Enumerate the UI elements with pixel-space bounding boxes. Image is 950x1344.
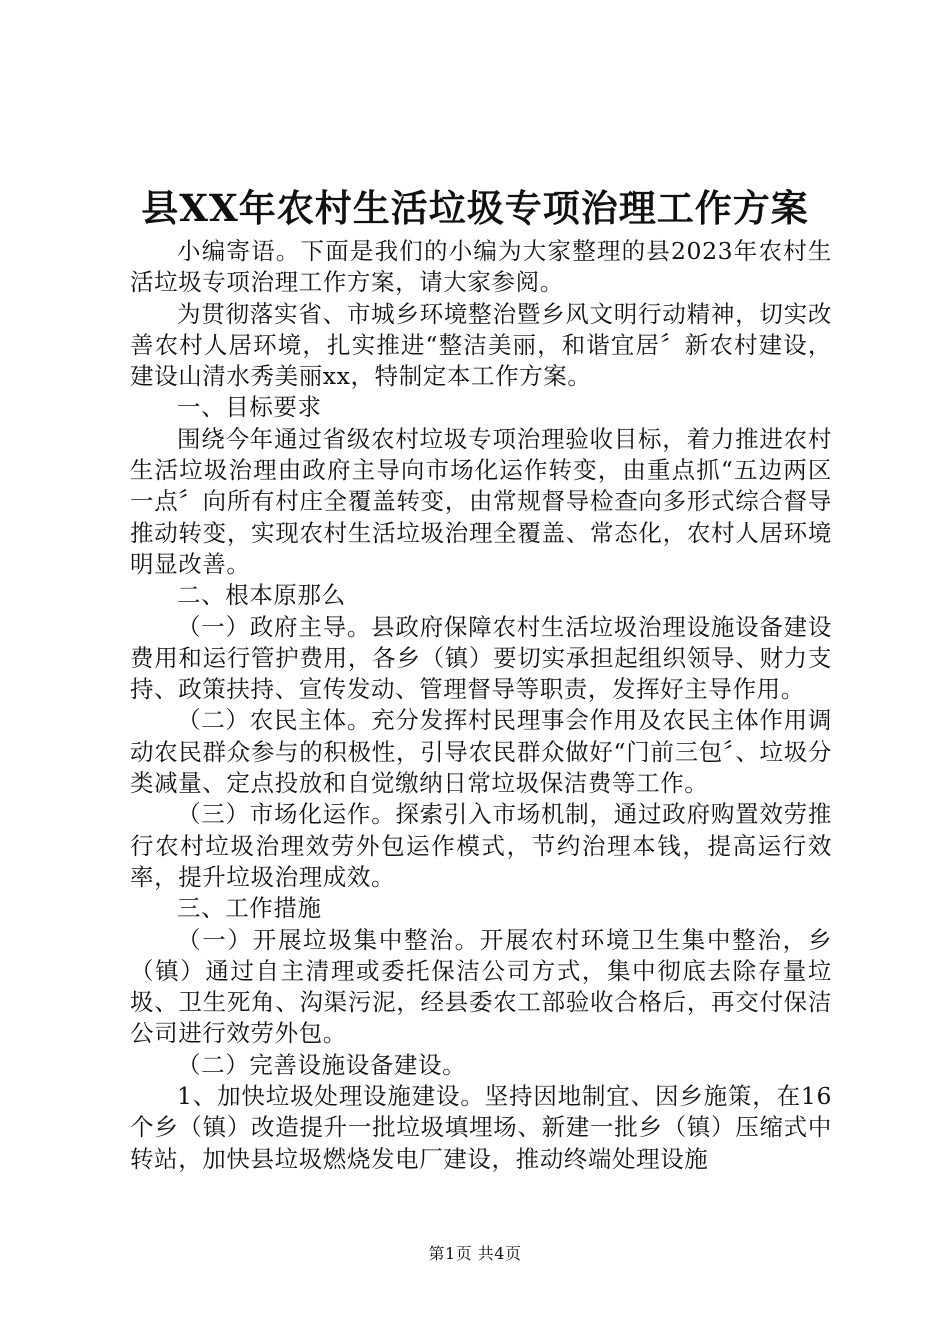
document-body [130,236,832,1175]
section-heading-principles: 二、根本原那么 [177,581,346,610]
document-title: 县XX年农村生活垃圾专项治理工作方案 [141,186,809,230]
paragraph-measure-facilities: 1、加快垃圾处理设施建设。坚持因地制宜、因乡施策，在16个乡（镇）改造提升一批垃圾填埋场、新建一批乡（镇）压缩式中转站，加快县垃圾燃烧发电厂建设，推动终端处理设施 [130,1082,832,1173]
paragraph-goals: 围绕今年通过省级农村垃圾专项治理验收目标，着力推进农村生活垃圾治理由政府主导向市场化运作转变，由重点抓“五边两区一点〞向所有村庄全覆盖转变，由常规督导检查向多形式综合督导推动转变，实现农村生活垃圾治理全覆盖、常态化，农村人居环境明显改善。 [130,424,832,578]
page-footer: 第1页 共4页 [428,1244,522,1263]
paragraph-principle-farmers: （二）农民主体。充分发挥村民理事会作用及农民主体作用调动农民群众参与的积极性，引导农民群众做好“门前三包〞、垃圾分类减量、定点投放和自觉缴纳日常垃圾保洁费等工作。 [130,706,832,798]
subsection-heading-facilities: （二）完善设施设备建设。 [177,1050,467,1079]
section-heading-goals: 一、目标要求 [177,393,322,422]
section-heading-measures: 三、工作措施 [177,894,322,923]
paragraph-intro: 小编寄语。下面是我们的小编为大家整理的县2023年农村生活垃圾专项治理工作方案，请大家参阅。 [130,237,832,297]
paragraph-measure-cleanup: （一）开展垃圾集中整治。开展农村环境卫生集中整治，乡（镇）通过自主清理或委托保洁公司方式，集中彻底去除存量垃圾、卫生死角、沟渠污泥，经县委农工部验收合格后，再交付保洁公司进行效劳外包。 [130,925,832,1048]
paragraph-principle-market: （三）市场化运作。探索引入市场机制，通过政府购置效劳推行农村垃圾治理效劳外包运作模式，节约治理本钱，提高运行效率，提升垃圾治理成效。 [130,800,832,891]
paragraph-principle-government: （一）政府主导。县政府保障农村生活垃圾治理设施设备建设费用和运行管护费用，各乡（镇）要切实承担起组织领导、财力支持、政策扶持、宣传发动、管理督导等职责，发挥好主导作用。 [130,612,832,704]
paragraph-purpose: 为贯彻落实省、市城乡环境整治暨乡风文明行动精神，切实改善农村人居环境，扎实推进“整洁美丽，和谐宜居〞新农村建设，建设山清水秀美丽xx，特制定本工作方案。 [130,299,832,391]
